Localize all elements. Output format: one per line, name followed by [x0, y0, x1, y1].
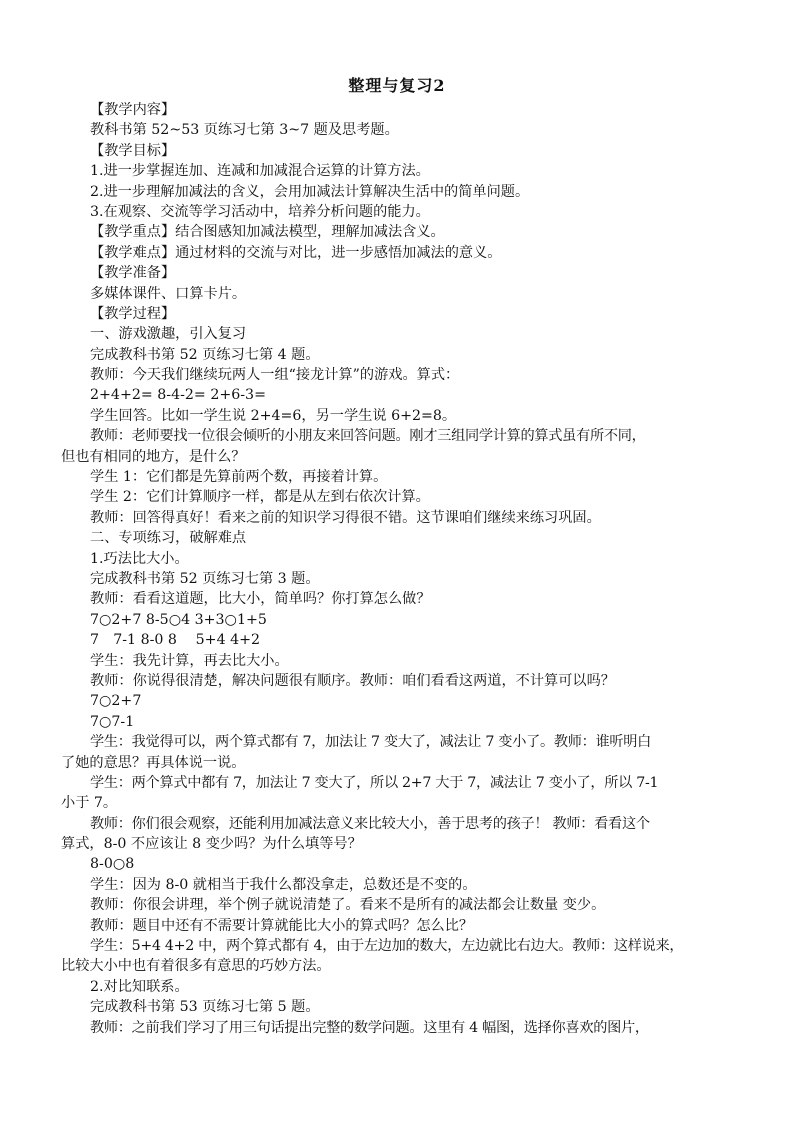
paragraph-line: 学生：我觉得可以，两个算式都有 7，加法让 7 变大了，减法让 7 变小了。教师：谁听明白 — [90, 734, 652, 751]
paragraph-line: 教师：看看这道题，比大小，简单吗？你打算怎么做？ — [90, 591, 431, 608]
subsection-heading: 一、游戏激趣，引入复习 — [90, 326, 247, 343]
paragraph-line: 1.巧法比大小。 — [90, 550, 189, 567]
paragraph-line: 教师：今天我们继续玩两人一组“接龙计算”的游戏。算式： — [90, 367, 460, 384]
paragraph-line: 学生：5+4 4+2 中，两个算式都有 4，由于左边加的数大，左边就比右边大。教师：这样说来， — [90, 938, 684, 955]
paragraph-line: 教师：你说得很清楚，解决问题很有顺序。教师：咱们看看这两道，不计算可以吗？ — [90, 672, 615, 689]
math-expression-line: 7 7-1 8-0 8 5+4 4+2 — [90, 632, 261, 649]
math-expression-line: 8-0○8 — [90, 856, 135, 873]
paragraph-line: 2.对比知联系。 — [90, 978, 189, 995]
paragraph-continuation-line: 了她的意思？再具体说一说。 — [61, 754, 246, 771]
paragraph-line: 完成教科书第 52 页练习七第 3 题。 — [90, 570, 320, 587]
paragraph-line: 教科书第 52~53 页练习七第 3~7 题及思考题。 — [90, 122, 399, 139]
math-expression-line: 2+4+2= 8-4-2= 2+6-3= — [90, 387, 266, 404]
paragraph-line: 教师：你很会讲理，举个例子就说清楚了。看来不是所有的减法都会让数量 变少。 — [90, 897, 606, 914]
math-expression-line: 7○2+7 — [90, 693, 142, 710]
paragraph-continuation-line: 但也有相同的地方，是什么？ — [61, 448, 246, 465]
paragraph-line: 教师：回答得真好！看来之前的知识学习得很不错。这节课咱们继续来练习巩固。 — [90, 509, 601, 526]
paragraph-line: 学生：我先计算，再去比大小。 — [90, 652, 289, 669]
paragraph-line: 1.进一步掌握连加、连减和加减混合运算的计算方法。 — [90, 163, 430, 180]
paragraph-line: 教师：老师要找一位很会倾听的小朋友来回答问题。刚才三组同学计算的算式虽有所不同， — [90, 428, 646, 445]
section-heading-preparation: 【教学准备】 — [90, 265, 176, 282]
section-heading-process: 【教学过程】 — [90, 305, 176, 322]
subsection-heading: 二、专项练习，破解难点 — [90, 530, 247, 547]
paragraph-line: 教师：题目中还有不需要计算就能比大小的算式吗？怎么比？ — [90, 917, 474, 934]
paragraph-line: 学生：因为 8-0 就相当于我什么都没拿走，总数还是不变的。 — [90, 876, 477, 893]
section-heading-difficulty: 【教学难点】通过材料的交流与对比，进一步感悟加减法的意义。 — [90, 244, 502, 261]
paragraph-line: 多媒体课件、口算卡片。 — [90, 285, 247, 302]
document-body — [61, 100, 790, 1038]
paragraph-line: 教师：之前我们学习了用三句话提出完整的数学问题。这里有 4 幅图，选择你喜欢的图片， — [90, 1019, 649, 1036]
paragraph-line: 教师：你们很会观察，还能利用加减法意义来比较大小，善于思考的孩子！ 教师：看看这个 — [90, 815, 650, 832]
paragraph-line: 学生回答。比如一学生说 2+4=6，另一学生说 6+2=8。 — [90, 407, 457, 424]
math-expression-line: 7○7-1 — [90, 713, 135, 730]
document-title: 整理与复习2 — [348, 76, 446, 95]
paragraph-line: 3.在观察、交流等学习活动中，培养分析问题的能力。 — [90, 203, 430, 220]
paragraph-continuation-line: 小于 7。 — [61, 795, 118, 812]
section-heading-content: 【教学内容】 — [90, 102, 176, 118]
paragraph-line: 完成教科书第 53 页练习七第 5 题。 — [90, 999, 320, 1016]
math-expression-line: 7○2+7 8-5○4 3+3○1+5 — [90, 611, 267, 628]
paragraph-line: 2.进一步理解加减法的含义，会用加减法计算解决生活中的简单问题。 — [90, 183, 530, 200]
paragraph-line: 完成教科书第 52 页练习七第 4 题。 — [90, 346, 320, 363]
paragraph-continuation-line: 算式，8-0 不应该让 8 变少吗？为什么填等号？ — [61, 836, 362, 853]
paragraph-line: 学生 2：它们计算顺序一样，都是从左到右依次计算。 — [90, 489, 430, 506]
paragraph-continuation-line: 比较大小中也有着很多有意思的巧妙方法。 — [61, 958, 331, 975]
paragraph-line: 学生 1：它们都是先算前两个数，再接着计算。 — [90, 469, 388, 486]
section-heading-keypoint: 【教学重点】结合图感知加减法模型，理解加减法含义。 — [90, 224, 445, 241]
paragraph-line: 学生：两个算式中都有 7，加法让 7 变大了，所以 2+7 大于 7，减法让 7 变小了，所以 7-1 — [90, 774, 659, 791]
section-heading-goals: 【教学目标】 — [90, 142, 176, 159]
